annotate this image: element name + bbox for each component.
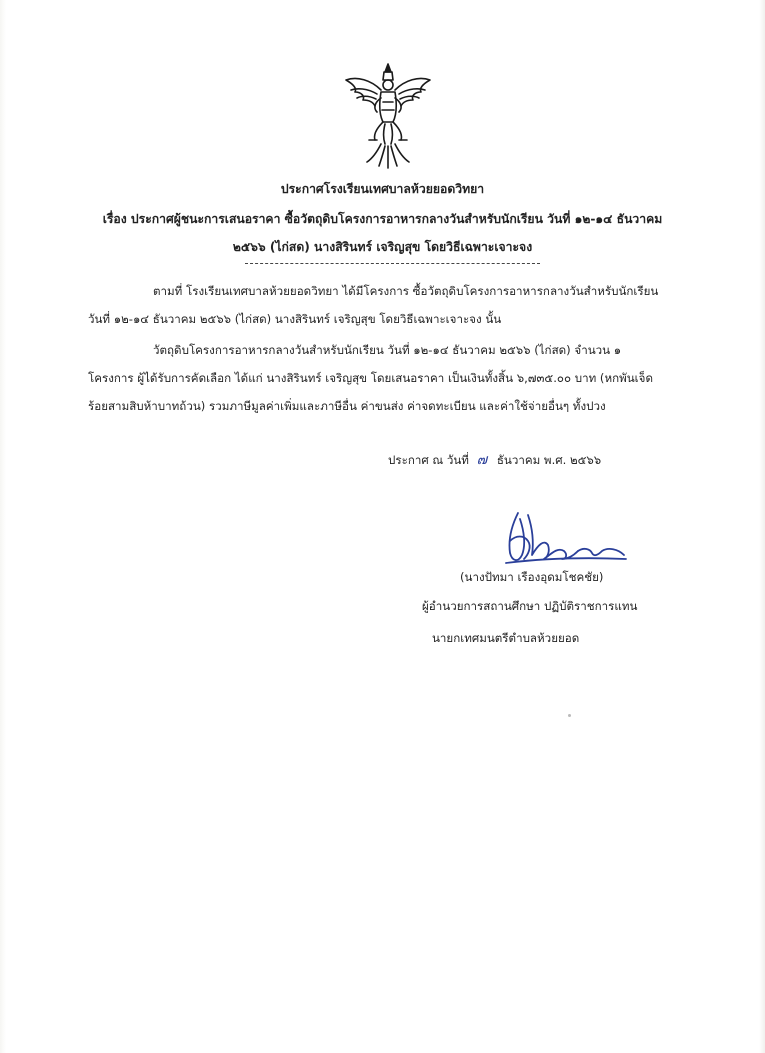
paragraph-1-line-1: ตามที่ โรงเรียนเทศบาลห้วยยอดวิทยา ได้มีโครงการ ซื้อวัตถุดิบโครงการอาหารกลางวันสำหรับนักเรียน	[153, 284, 659, 298]
date-day-handwritten: ๗	[476, 452, 488, 468]
date-prefix: ประกาศ ณ วันที่	[388, 453, 469, 467]
paragraph-2-line-2: โครงการ ผู้ได้รับการคัดเลือก ได้แก่ นางสิรินทร์ เจริญสุข โดยเสนอราคา เป็นเงินทั้งสิ้น ๖,๗๓๕.๐๐ บาท (หกพันเจ็ด	[88, 371, 653, 385]
date-suffix: ธันวาคม พ.ศ. ๒๕๖๖	[496, 453, 602, 467]
separator-line	[245, 263, 540, 264]
signatory-position-line-2: นายกเทศมนตรีตำบลห้วยยอด	[432, 631, 580, 645]
garuda-emblem-icon	[343, 62, 433, 170]
paper-speck	[568, 714, 571, 717]
paragraph-1-line-2: วันที่ ๑๒-๑๔ ธันวาคม ๒๕๖๖ (ไก่สด) นางสิรินทร์ เจริญสุข โดยวิธีเฉพาะเจาะจง นั้น	[88, 312, 502, 326]
subject-line-1: เรื่อง ประกาศผู้ชนะการเสนอราคา ซื้อวัตถุดิบโครงการอาหารกลางวันสำหรับนักเรียน วันที่ ๑๒-๑๔ ธันวาคม	[102, 212, 663, 226]
signature-icon	[498, 505, 633, 573]
announcement-date	[388, 452, 601, 468]
paragraph-2-line-3: ร้อยสามสิบห้าบาทถ้วน) รวมภาษีมูลค่าเพิ่มและภาษีอื่น ค่าขนส่ง ค่าจดทะเบียน และค่าใช้จ่ายอื่นๆ ทั้งปวง	[88, 399, 606, 413]
paragraph-2-line-1: วัตถุดิบโครงการอาหารกลางวันสำหรับนักเรียน วันที่ ๑๒-๑๔ ธันวาคม ๒๕๖๖ (ไก่สด) จำนวน ๑	[153, 343, 622, 357]
signatory-position-line-1: ผู้อำนวยการสถานศึกษา ปฏิบัติราชการแทน	[422, 599, 638, 613]
signatory-name: (นางปัทมา เรืองอุดมโชคชัย)	[460, 570, 604, 584]
subject-line-2: ๒๕๖๖ (ไก่สด) นางสิรินทร์ เจริญสุข โดยวิธีเฉพาะเจาะจง	[232, 240, 533, 254]
announcement-title: ประกาศโรงเรียนเทศบาลห้วยยอดวิทยา	[280, 182, 485, 196]
